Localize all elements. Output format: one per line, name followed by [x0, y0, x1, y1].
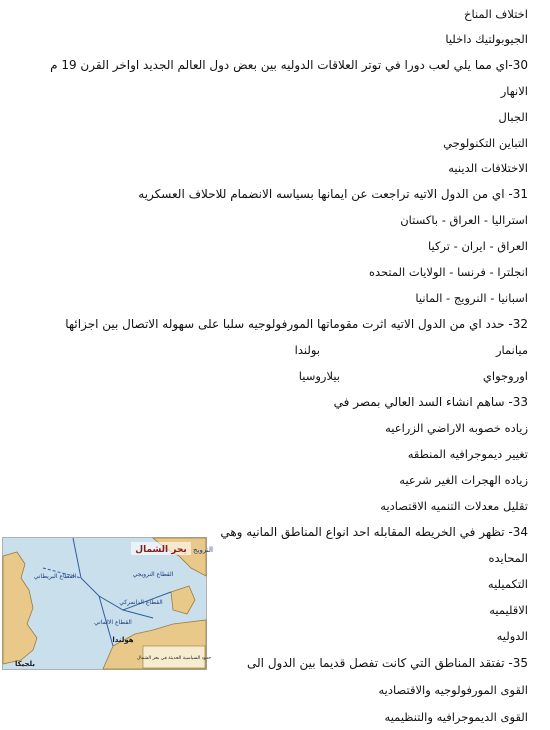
option: الدوليه: [496, 629, 528, 643]
option: زياده خصوبه الاراضي الزراعيه: [385, 421, 528, 435]
option-b: بولندا: [294, 343, 320, 357]
option: القوى المورفولوجيه والاقتصاديه: [378, 683, 528, 697]
option: العراق - ايران - تركيا: [427, 239, 528, 253]
option: انجلترا - فرنسا - الولايات المتحده: [368, 265, 528, 279]
map-legend: حدود السياسية الحديثة في بحر الشمال: [136, 656, 212, 661]
text-line: الجيوبولتيك داخليا: [445, 32, 528, 46]
option: زياده الهجرات الغير شرعيه: [399, 473, 528, 487]
question-32: 32- حدد اي من الدول الاتيه اثرت مقوماتها المورفولوجيه سلبا على سهوله الاتصال بين اجزائها: [65, 317, 528, 331]
map-title: بحر الشمال: [135, 545, 187, 555]
north-sea-map: [2, 537, 213, 670]
option: الجبال: [498, 110, 528, 124]
option: الاختلافات الدينيه: [448, 161, 528, 175]
map-label: القطاع البريطاني: [33, 573, 77, 580]
option: استراليا - العراق - باكستان: [400, 213, 528, 227]
map-label: القطاع النرويجي: [132, 571, 174, 578]
option: التباين التكنولوجي: [443, 136, 528, 150]
question-34: 34- تظهر في الخريطه المقابله احد انواع المناطق المانيه وهي: [220, 525, 528, 539]
text-line: اختلاف المناخ: [464, 7, 528, 21]
option-a: ميانمار: [495, 343, 528, 357]
option-d: بيلاروسيا: [298, 369, 340, 383]
map-label: القطاع الدانمركي: [119, 599, 163, 606]
option: تغيير ديموجرافيه المنطقه: [407, 447, 528, 461]
option: التكميليه: [487, 577, 528, 591]
map-label: القطاع الالماني: [94, 619, 132, 626]
question-33: 33- ساهم انشاء السد العالي بمصر في: [333, 395, 528, 409]
map-label: بلجيكا: [14, 660, 36, 668]
question-30: 30-اي مما يلي لعب دورا في توتر العلاقات الدوليه بين بعض دول العالم الجديد اواخر القرن 19 م: [50, 58, 528, 72]
option: الانهار: [500, 84, 528, 98]
option: اسبانيا - النرويج - المانيا: [415, 291, 528, 305]
option-c: اوروجواي: [482, 369, 528, 383]
option: القوى الديموجرافيه والتنظيميه: [384, 710, 528, 724]
option: تقليل معدلات التنميه الاقتصاديه: [380, 499, 528, 513]
question-31: 31- اي من الدول الاتيه تراجعت عن ايمانها بسياسه الانضمام للاحلاف العسكريه: [138, 187, 528, 201]
question-35: 35- تفتقد المناطق التي كانت تفصل قديما بين الدول الى: [247, 656, 528, 670]
option: الاقليميه: [489, 603, 528, 617]
map-label: هولندا: [112, 636, 134, 644]
map-label: النرويج: [193, 546, 213, 554]
option: المحايده: [488, 551, 528, 565]
